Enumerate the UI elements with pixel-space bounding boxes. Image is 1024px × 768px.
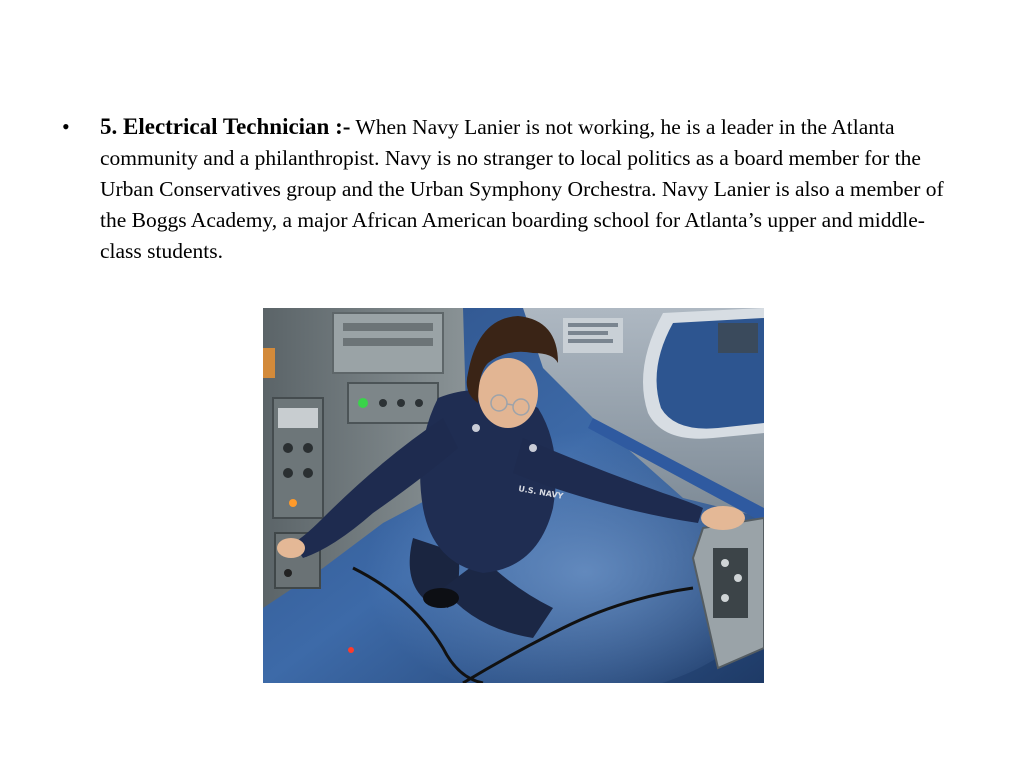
person-head	[478, 358, 538, 428]
bullet-paragraph	[100, 111, 960, 267]
photo-technician	[263, 308, 764, 683]
bullet-marker: •	[62, 114, 70, 139]
bullet-heading: 5. Electrical Technician :-	[100, 114, 351, 139]
photo-illustration	[263, 308, 764, 683]
uniform-label: U.S. NAVY	[517, 484, 564, 501]
bullet-body: When Navy Lanier is not working, he is a leader in the Atlanta community and a philanthropist. Navy is no stranger to local politics as a board member for the Urban Conservatives group and the Urban Symphony Orchestra. Navy Lanier is also a member of the Boggs Academy, a major African American boarding school for Atlanta’s upper and middle-class students.	[100, 115, 944, 263]
